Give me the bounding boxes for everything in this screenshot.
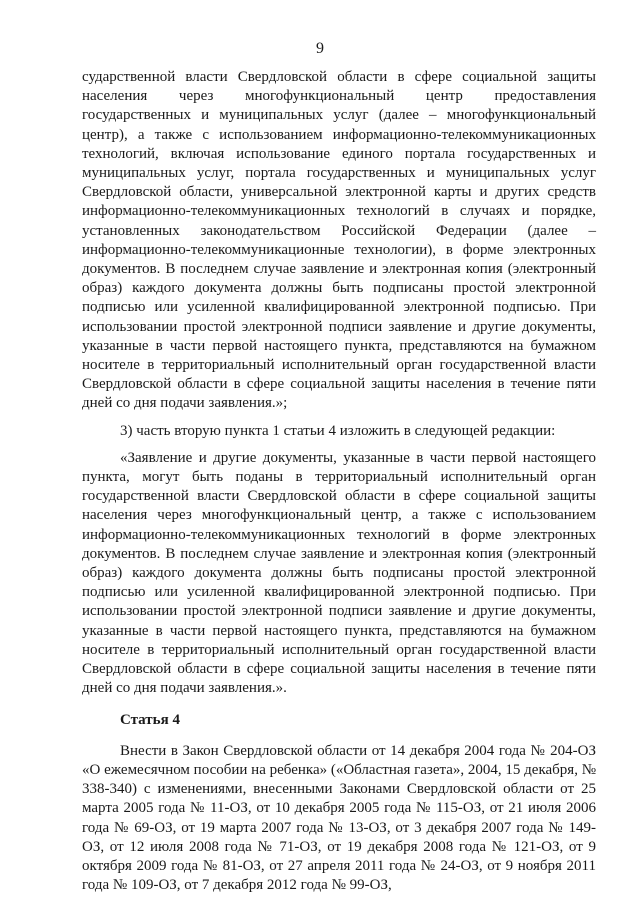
article-heading: Статья 4 (120, 711, 180, 728)
paragraph-amendment-item-3: 3) часть вторую пункта 1 статьи 4 изложить в следующей редакции: (120, 422, 556, 439)
paragraph-continuation: сударственной власти Свердловской области в сфере социальной защиты населения через многофункциональный центр предоставления государственных и муниципальных услуг (далее – многофункциональный центр), а также с использованием информационно-телекоммуникационных технологий, включая использование единого портала государственных и муниципальных услуг, портала государственных и муниципальных услуг Свердловской области, универсальной электронной карты и других средств информационно-телекоммуникационных технологий в случаях и порядке, установленных законодательством Российской Федерации (далее – информационно-телекоммуникационные технологии), в форме электронных документов. В последнем случае заявление и электронная копия (электронный образ) каждого документа должны быть подписаны простой электронной подписью или усиленной квалифицированной электронной подписью. При использовании простой электронной подписи заявление и другие документы, указанные в части первой настоящего пункта, представляются на бумажном носителе в территориальный исполнительный орган государственной власти Свердловской области в сфере социальной защиты населения в течение пяти дней со дня подачи заявления.»; (82, 69, 596, 412)
page-number: 9 (316, 40, 324, 57)
document-body (82, 68, 596, 895)
paragraph-article-4: Внести в Закон Свердловской области от 14 декабря 2004 года № 204-ОЗ «О ежемесячном пособии на ребенка» («Областная газета», 2004, 15 декабря, № 338-340) с изменениями, внесенными Законами Свердловской области от 25 марта 2005 года № 11-ОЗ, от 10 декабря 2005 года № 115-ОЗ, от 21 июля 2006 года № 69-ОЗ, от 19 марта 2007 года № 13-ОЗ, от 3 декабря 2007 года № 149-ОЗ, от 12 июля 2008 года № 71-ОЗ, от 19 декабря 2008 года № 121-ОЗ, от 9 октября 2009 года № 81-ОЗ, от 27 апреля 2011 года № 24-ОЗ, от 9 ноября 2011 года № 109-ОЗ, от 7 декабря 2012 года № 99-ОЗ, (82, 742, 597, 894)
paragraph-quoted-text: «Заявление и другие документы, указанные в части первой настоящего пункта, могут быть поданы в территориальный исполнительный орган государственной власти Свердловской области в сфере социальной защиты населения через многофункциональный центр, а также с использованием информационно-телекоммуникационных технологий в форме электронных документов. В последнем случае заявление и электронная копия (электронный образ) каждого документа должны быть подписаны простой электронной подписью или усиленной квалифицированной электронной подписью. При использовании простой электронной подписи заявление и другие документы, указанные в части первой настоящего пункта, представляются на бумажном носителе в территориальный исполнительный орган государственной власти Свердловской области в сфере социальной защиты населения в течение пяти дней со дня подачи заявления.». (82, 449, 596, 697)
